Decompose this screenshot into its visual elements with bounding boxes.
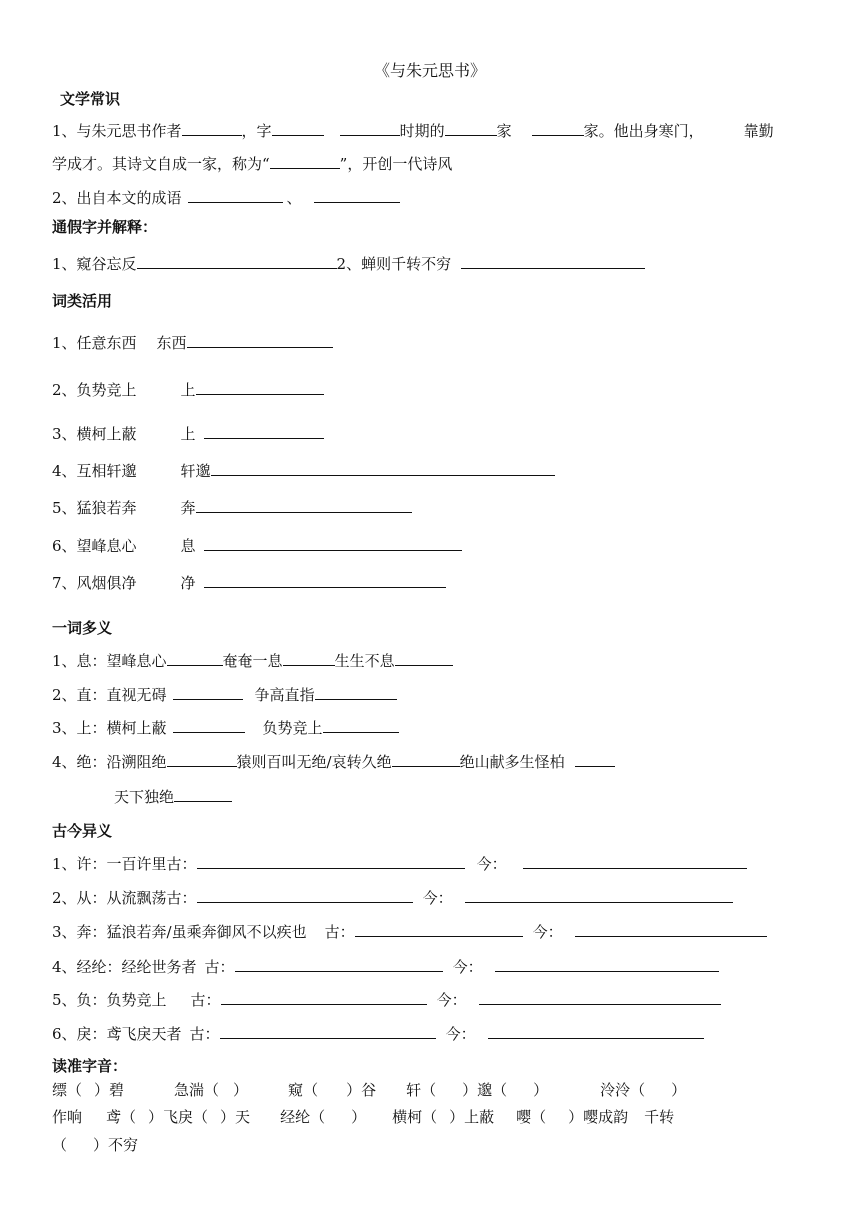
literary-q1-text-a: 1、与朱元思书作者 [52,122,182,140]
literary-q2-text-a: 2、出自本文的成语 [52,189,182,207]
answer-blank[interactable] [355,922,523,937]
word-class-item [52,333,333,353]
answer-blank[interactable] [461,254,645,269]
answer-blank[interactable] [479,990,721,1005]
pronunciation-text: 经纶（ [280,1108,326,1126]
pronunciation-text: 嘤（ [516,1108,547,1126]
modern-label: 今： [436,991,467,1009]
polysemy-phrase: 4、绝：沿溯阻绝 [52,753,167,771]
pronunciation-text: 横柯（ [392,1108,438,1126]
ancient-modern-phrase: 4、经纶：经纶世务者 [52,958,197,976]
literary-q1-text-f: 靠勤 [743,122,774,140]
answer-blank[interactable] [395,651,453,666]
page-title: 《与朱元思书》 [373,61,486,80]
word-class-item [52,461,555,481]
answer-blank[interactable] [392,752,460,767]
modern-label: 今： [452,958,483,976]
answer-blank[interactable] [495,957,719,972]
tongjiazi-q2: 2、蝉则千转不穷 [336,255,452,273]
literary-q1-text-g: 学成才。其诗文自成一家，称为“ [52,155,270,173]
word-class-target: 上 [180,381,196,399]
word-class-phrase: 6、望峰息心 [52,537,137,555]
ancient-label: 古： [324,923,355,941]
tongjiazi-q1: 1、窥谷忘反 [52,255,137,273]
pronunciation-text: 鸢（ [106,1108,137,1126]
pronunciation-text: ） [351,1108,367,1126]
word-class-item [52,536,462,556]
section-heading-tongjiazi: 通假字并解释： [52,218,158,236]
modern-label: 今： [422,889,453,907]
pronunciation-text: 急湍（ [174,1081,220,1099]
word-class-phrase: 3、横柯上蔽 [52,425,137,443]
polysemy-phrase: 猿则百叫无绝/哀转久绝 [236,753,392,771]
polysemy-line-2 [52,685,397,705]
ancient-modern-phrase: 3、奔：猛浪若奔/虽乘奔御风不以疾也 [52,923,307,941]
section-heading-pronunciation: 读准字音： [52,1057,128,1075]
word-class-item [52,380,324,400]
pronunciation-text: 泠泠（ [600,1081,646,1099]
answer-blank[interactable] [182,121,242,136]
answer-blank[interactable] [204,536,462,551]
polysemy-phrase: 2、直：直视无碍 [52,686,167,704]
literary-q2-line [52,188,400,208]
answer-blank[interactable] [173,685,243,700]
polysemy-phrase: 1、息：望峰息心 [52,652,167,670]
pronunciation-text: 作响 [52,1108,83,1126]
section-heading-word-class-shift: 词类活用 [52,292,113,310]
word-class-target: 奔 [180,499,196,517]
ancient-modern-item [52,990,721,1010]
answer-blank[interactable] [204,424,324,439]
literary-q1-text-d: 家 [496,122,512,140]
word-class-item [52,424,324,444]
pronunciation-text: 窥（ [288,1081,319,1099]
polysemy-phrase: 生生不息 [334,652,395,670]
ancient-label: 古： [190,991,221,1009]
modern-label: 今： [445,1025,476,1043]
ancient-modern-phrase: 6、戾：鸢飞戾天者 [52,1025,182,1043]
polysemy-phrase: 绝山献多生怪柏 [459,753,565,771]
answer-blank[interactable] [575,752,615,767]
pronunciation-text: 轩（ [406,1081,437,1099]
answer-blank[interactable] [340,121,400,136]
answer-blank[interactable] [173,718,245,733]
answer-blank[interactable] [167,752,237,767]
literary-q1-text-h: ”，开创一代诗风 [339,155,453,173]
word-class-target: 净 [180,574,196,592]
ancient-modern-phrase: 1、许：一百许里 [52,855,167,873]
answer-blank[interactable] [532,121,584,136]
pronunciation-text: ）嘤成韵 [568,1108,629,1126]
word-class-phrase: 2、负势竞上 [52,381,137,399]
ancient-label: 古： [166,889,197,907]
pronunciation-line-1 [52,1080,686,1100]
ancient-modern-phrase: 5、负：负势竞上 [52,991,167,1009]
ancient-modern-phrase: 2、从：从流飘荡 [52,889,167,907]
polysemy-phrase: 负势竞上 [262,719,323,737]
polysemy-line-4 [52,752,615,772]
pronunciation-text: ）邈（ [462,1081,508,1099]
polysemy-phrase: 奄奄一息 [222,652,283,670]
ancient-modern-item [52,854,747,874]
ancient-label: 古： [204,958,235,976]
answer-blank[interactable] [235,957,443,972]
answer-blank[interactable] [220,1024,436,1039]
section-heading-literary-knowledge: 文学常识 [60,90,121,108]
answer-blank[interactable] [283,651,335,666]
answer-blank[interactable] [137,254,337,269]
ancient-modern-item [52,1024,704,1044]
answer-blank[interactable] [174,787,232,802]
answer-blank[interactable] [211,461,555,476]
answer-blank[interactable] [488,1024,704,1039]
polysemy-phrase: 3、上：横柯上蔽 [52,719,167,737]
polysemy-phrase: 天下独绝 [114,788,175,806]
polysemy-line-1 [52,651,453,671]
word-class-target: 轩邈 [180,462,211,480]
answer-blank[interactable] [197,888,413,903]
pronunciation-text: （ [52,1136,68,1154]
answer-blank[interactable] [197,854,465,869]
ancient-modern-item [52,957,719,977]
answer-blank[interactable] [315,685,397,700]
pronunciation-line-3 [52,1135,138,1155]
answer-blank[interactable] [270,154,340,169]
word-class-phrase: 5、猛狼若奔 [52,499,137,517]
answer-blank[interactable] [187,333,333,348]
literary-q2-text-b: 、 [286,189,302,207]
answer-blank[interactable] [272,121,324,136]
pronunciation-text: 千转 [644,1108,675,1126]
ancient-label: 古： [189,1025,220,1043]
answer-blank[interactable] [196,498,412,513]
word-class-target: 息 [180,537,196,555]
section-heading-ancient-modern-meaning: 古今异义 [52,822,113,840]
literary-q1-line2 [52,154,452,174]
literary-q1-line1 [52,121,774,141]
word-class-target: 上 [180,425,196,443]
word-class-phrase: 1、任意东西 [52,334,137,352]
ancient-modern-item [52,888,733,908]
modern-label: 今： [476,855,507,873]
modern-label: 今： [532,923,563,941]
pronunciation-text: ）碧 [94,1081,125,1099]
answer-blank[interactable] [445,121,497,136]
answer-blank[interactable] [523,854,747,869]
ancient-modern-item [52,922,767,942]
polysemy-line-3 [52,718,399,738]
word-class-phrase: 7、风烟俱净 [52,574,137,592]
pronunciation-text: ）天 [220,1108,251,1126]
answer-blank[interactable] [196,380,324,395]
pronunciation-text: ） [671,1081,687,1099]
pronunciation-text: 缥（ [52,1081,83,1099]
pronunciation-text: ） [533,1081,549,1099]
literary-q1-text-e: 家。他出身寒门， [583,122,704,140]
pronunciation-text: ）飞戾（ [148,1108,209,1126]
pronunciation-line-2 [52,1107,674,1127]
pronunciation-text: ）谷 [346,1081,377,1099]
answer-blank[interactable] [314,188,400,203]
word-class-phrase: 4、互相轩邈 [52,462,137,480]
polysemy-line-5 [114,787,232,807]
answer-blank[interactable] [323,718,399,733]
pronunciation-text: ）不穷 [93,1136,139,1154]
polysemy-phrase: 争高直指 [254,686,315,704]
tongjiazi-line [52,254,645,274]
answer-blank[interactable] [188,188,283,203]
answer-blank[interactable] [221,990,427,1005]
ancient-label: 古： [166,855,197,873]
section-heading-polysemy: 一词多义 [52,619,113,637]
pronunciation-text: ）上蔽 [449,1108,495,1126]
literary-q1-text-b: ，字 [241,122,272,140]
word-class-item [52,498,412,518]
answer-blank[interactable] [465,888,733,903]
answer-blank[interactable] [204,573,446,588]
word-class-item [52,573,446,593]
answer-blank[interactable] [575,922,767,937]
word-class-target: 东西 [156,334,187,352]
literary-q1-text-c: 时期的 [399,122,445,140]
pronunciation-text: ） [233,1081,249,1099]
answer-blank[interactable] [167,651,223,666]
